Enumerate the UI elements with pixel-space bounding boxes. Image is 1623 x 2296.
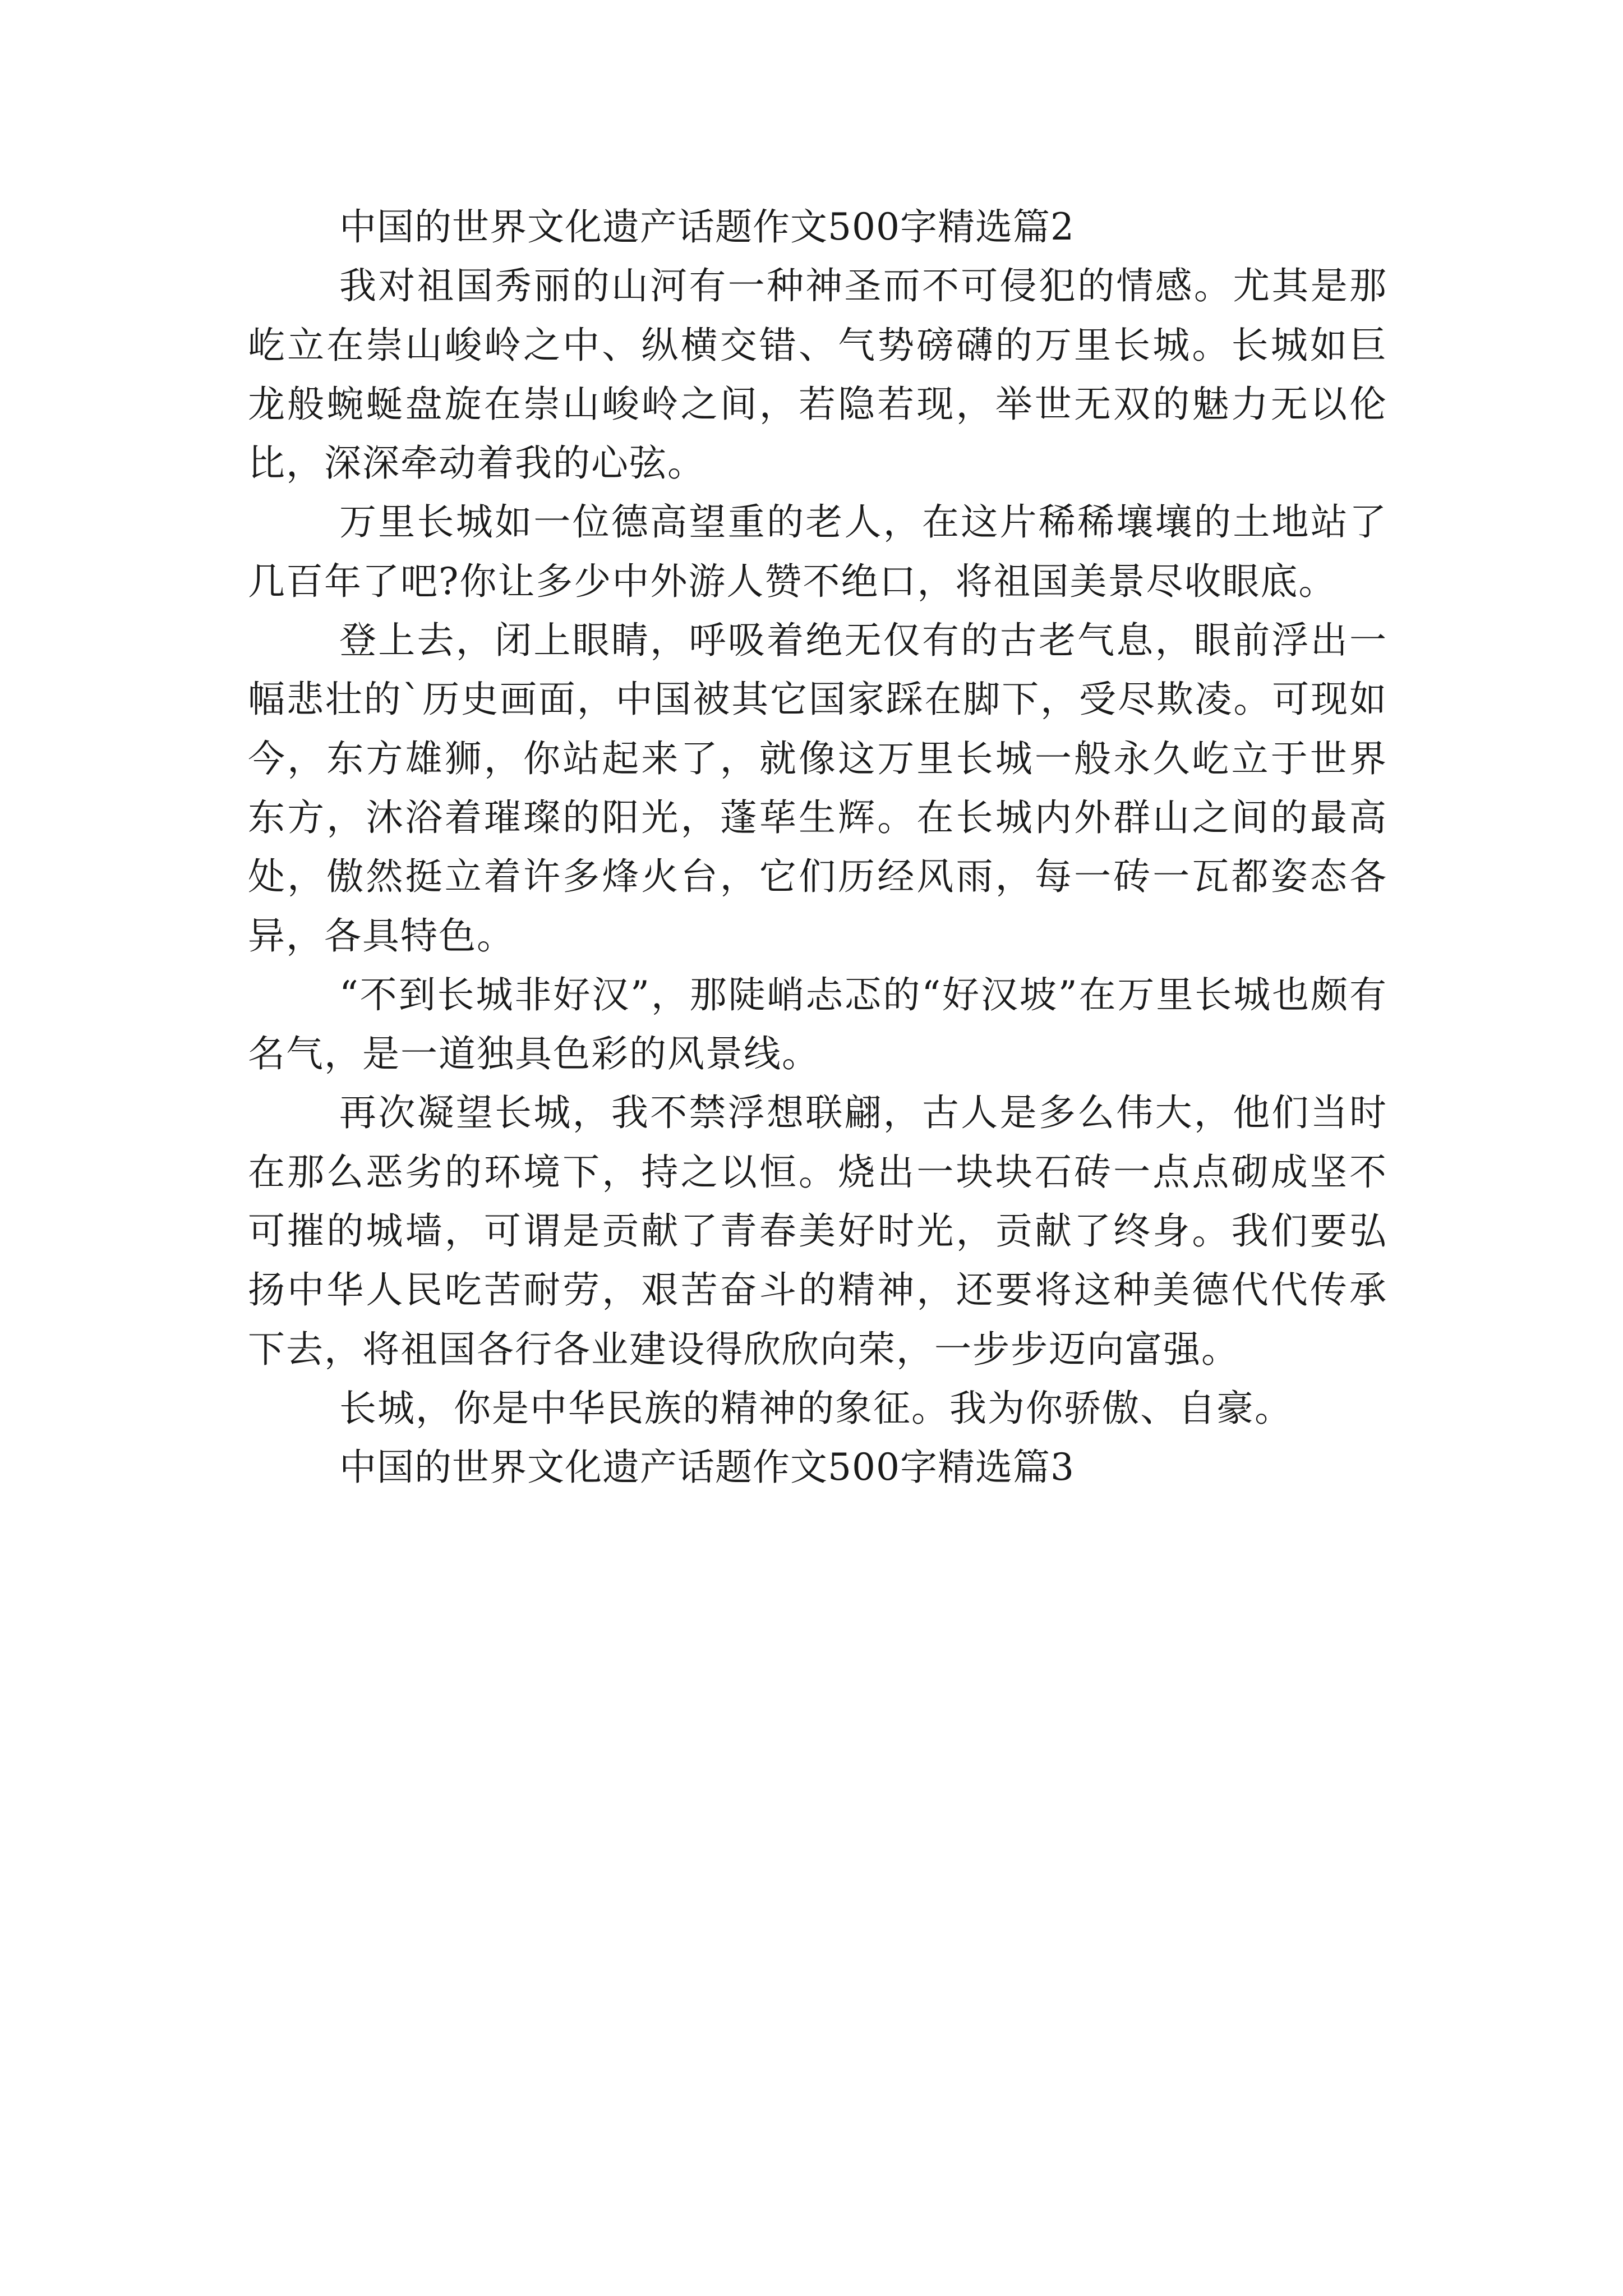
paragraph: 万里长城如一位德高望重的老人，在这片稀稀壤壤的土地站了几百年了吧?你让多少中外游人赞不绝口，将祖国美景尽收眼底。 bbox=[248, 500, 1387, 603]
paragraph: “不到长城非好汉”，那陡峭忐忑的“好汉坡”在万里长城也颇有名气，是一道独具色彩的风景线。 bbox=[248, 973, 1387, 1076]
section-heading-3: 中国的世界文化遗产话题作文500字精选篇3 bbox=[339, 1446, 1075, 1489]
paragraph: 长城，你是中华民族的精神的象征。我为你骄傲、自豪。 bbox=[339, 1386, 1293, 1430]
paragraph: 我对祖国秀丽的山河有一种神圣而不可侵犯的情感。尤其是那屹立在崇山峻岭之中、纵横交错、气势磅礴的万里长城。长城如巨龙般蜿蜒盘旋在崇山峻岭之间，若隐若现，举世无双的魅力无以伦比，深深牵动着我的心弦。 bbox=[248, 264, 1387, 485]
document-body bbox=[248, 197, 1387, 1497]
section-heading-2: 中国的世界文化遗产话题作文500字精选篇2 bbox=[339, 205, 1075, 249]
paragraph: 登上去，闭上眼睛，呼吸着绝无仅有的古老气息，眼前浮出一幅悲壮的`历史画面，中国被其它国家踩在脚下，受尽欺凌。可现如今，东方雄狮，你站起来了，就像这万里长城一般永久屹立于世界东方，沐浴着璀璨的阳光，蓬荜生辉。在长城内外群山之间的最高处，傲然挺立着许多烽火台，它们历经风雨，每一砖一瓦都姿态各异，各具特色。 bbox=[248, 619, 1387, 958]
paragraph: 再次凝望长城，我不禁浮想联翩，古人是多么伟大，他们当时在那么恶劣的环境下，持之以恒。烧出一块块石砖一点点砌成坚不可摧的城墙，可谓是贡献了青春美好时光，贡献了终身。我们要弘扬中华人民吃苦耐劳，艰苦奋斗的精神，还要将这种美德代代传承下去，将祖国各行各业建设得欣欣向荣，一步步迈向富强。 bbox=[248, 1091, 1387, 1371]
